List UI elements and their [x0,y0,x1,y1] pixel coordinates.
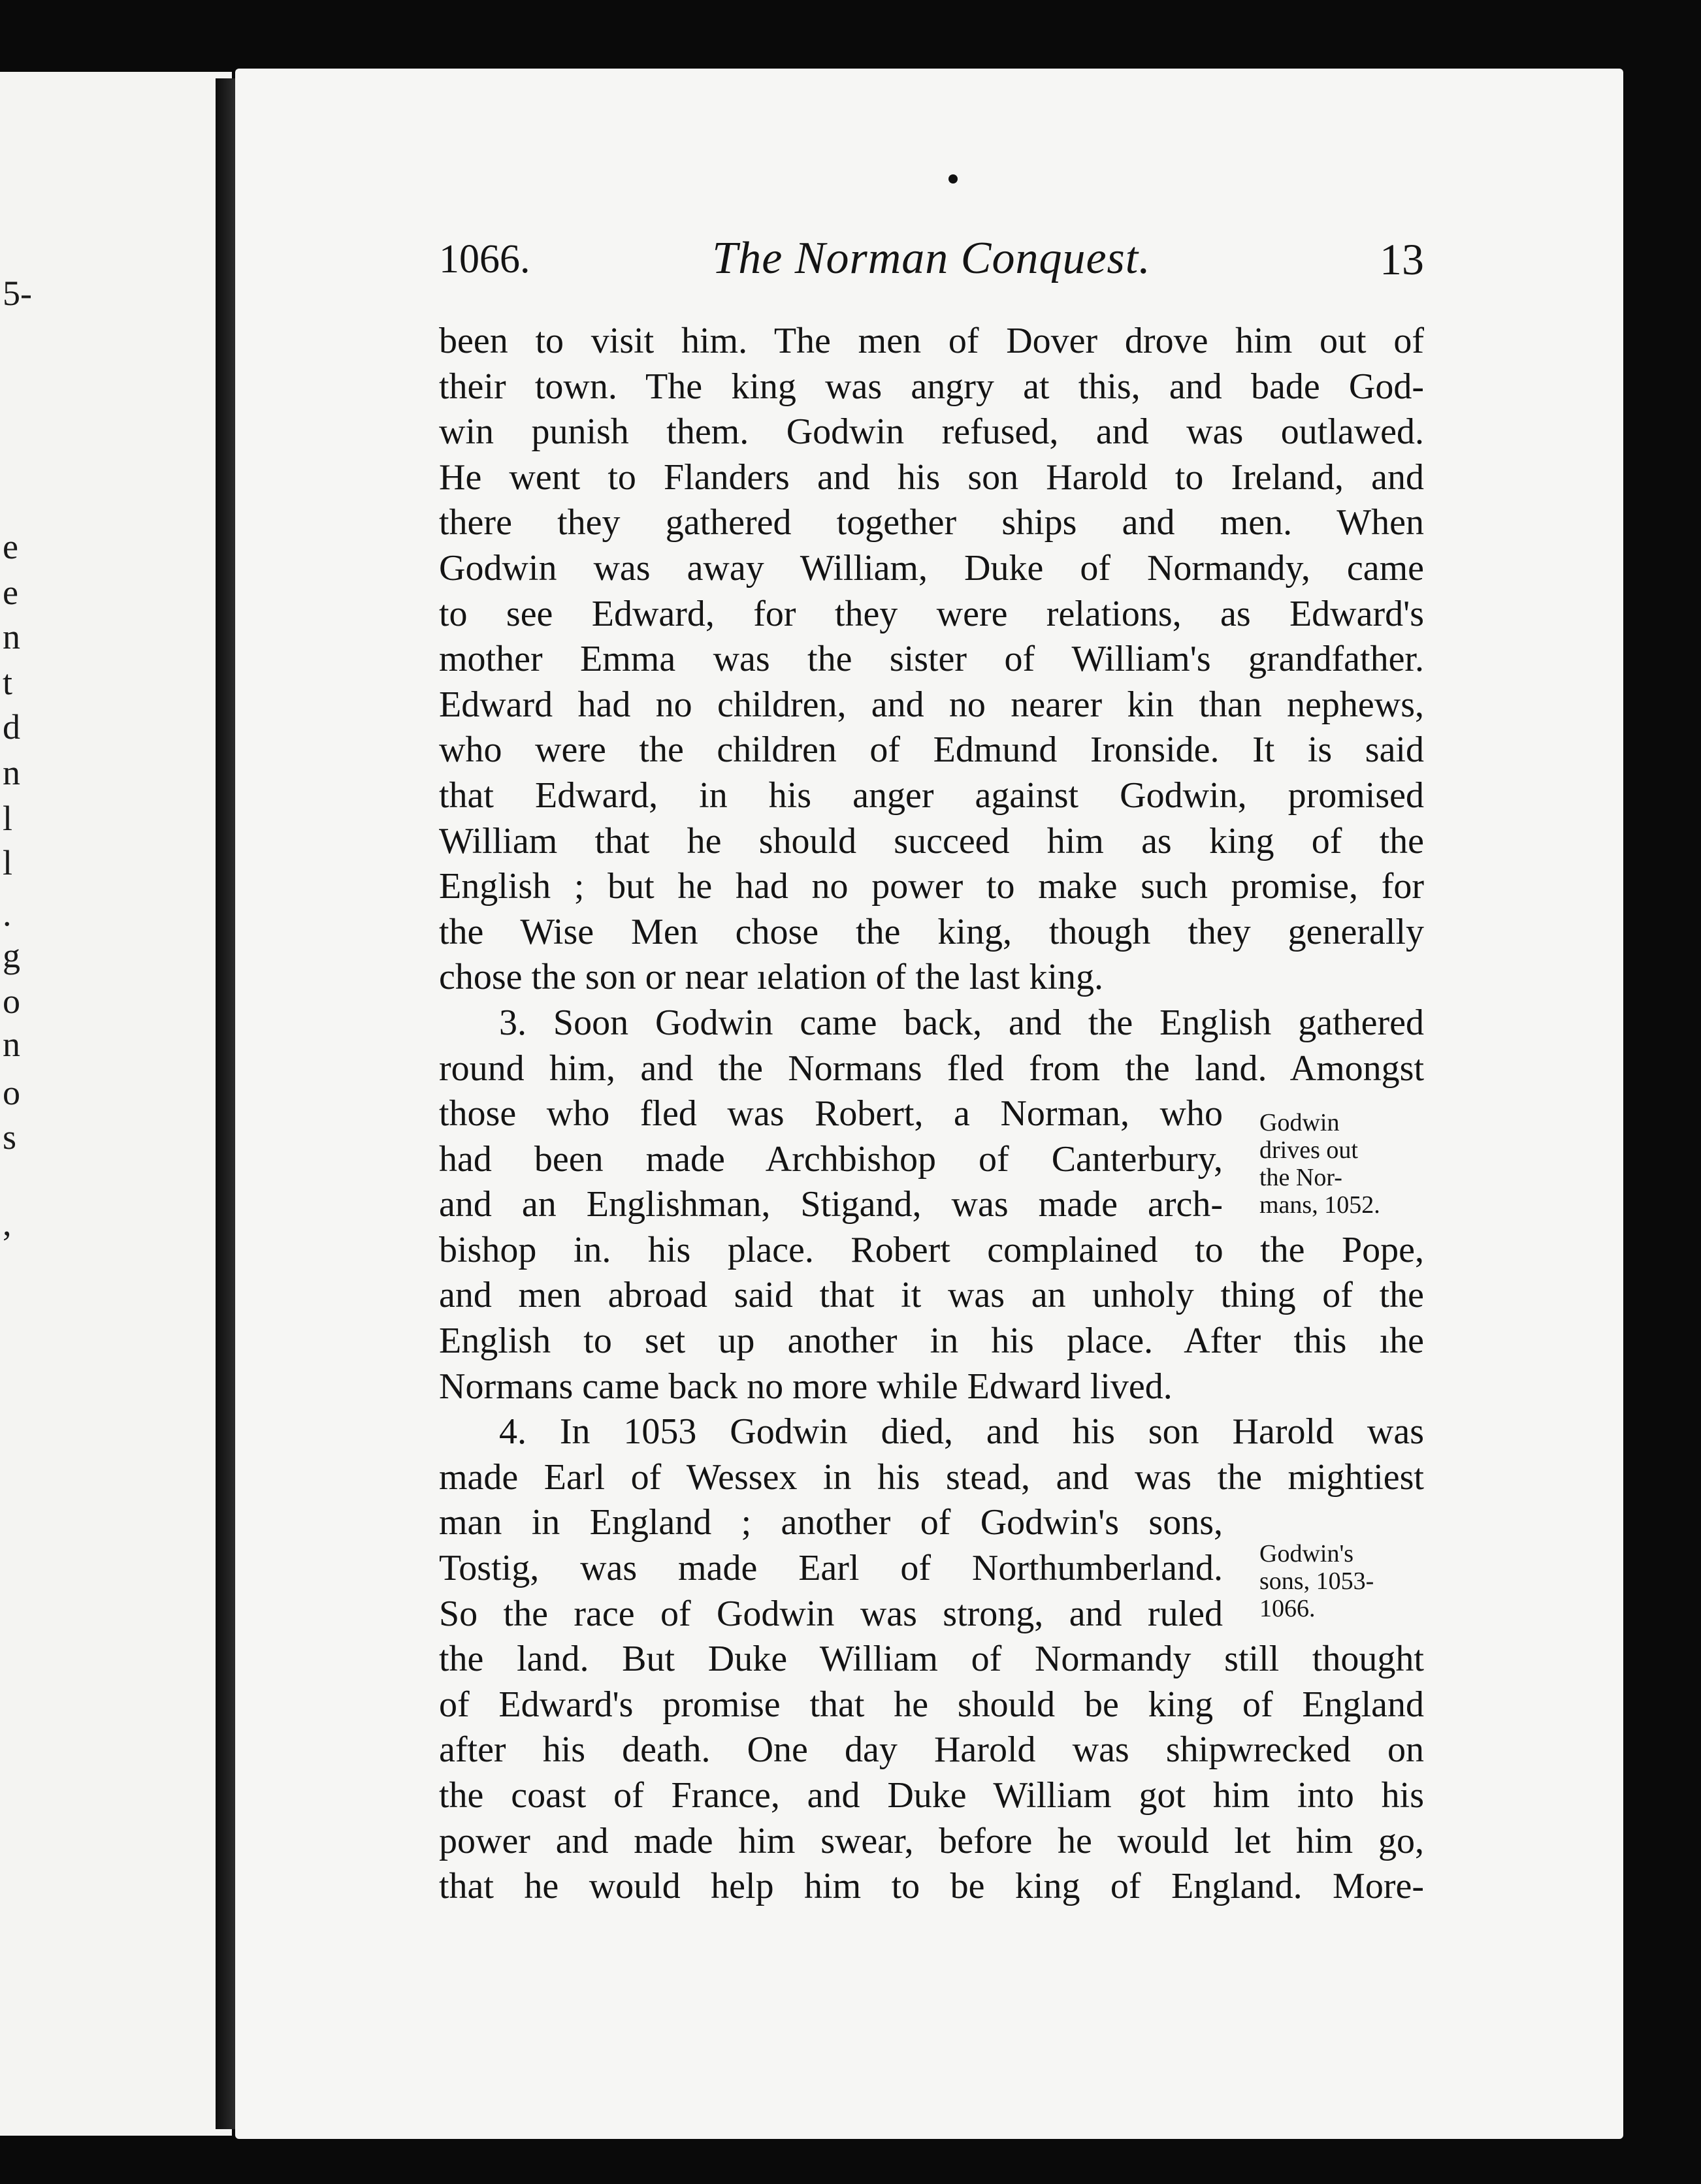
ink-dot [948,174,958,184]
facing-page [0,72,232,2136]
margin-note-line: Godwin's [1259,1540,1354,1567]
text-line: and an Englishman, Stigand, was made arch- [439,1184,1223,1225]
text-line: mother Emma was the sister of William's grandfather. [439,639,1424,680]
text-line: there they gathered together ships and men. When [439,502,1424,543]
text-line: win punish them. Godwin refused, and was outlawed. [439,411,1424,453]
paragraph-4-start: 4. In 1053 Godwin died, and his son Harold was [499,1411,1424,1453]
fragment: o [3,1073,20,1112]
running-head-year: 1066. [439,237,530,281]
text-line: man in England ; another of Godwin's sons, [439,1502,1223,1543]
text-line: their town. The king was angry at this, and bade God- [439,366,1424,407]
text-line: and men abroad said that it was an unholy thing of the [439,1275,1424,1316]
text-line: the coast of France, and Duke William got him into his [439,1775,1424,1816]
margin-note-line: the Nor- [1259,1164,1342,1191]
fragment: s [3,1117,17,1157]
text-line: that Edward, in his anger against Godwin, promised [439,775,1424,816]
text-line: who were the children of Edmund Ironside. It is said [439,730,1424,771]
fragment: n [3,617,20,656]
fragment: n [3,753,20,792]
text-line: after his death. One day Harold was shipwrecked on [439,1729,1424,1771]
text-line: Normans came back no more while Edward lived. [439,1366,1173,1407]
fragment: n [3,1025,20,1064]
text-line: Tostig, was made Earl of Northumberland. [439,1548,1223,1589]
fragment: l [3,843,13,882]
fragment: 5- [3,274,32,313]
margin-note-line: drives out [1259,1136,1358,1164]
paragraph-3-start: 3. Soon Godwin came back, and the English gathered [499,1002,1424,1043]
margin-note-line: sons, 1053- [1259,1567,1374,1595]
page-number: 13 [1380,234,1424,284]
text-line: bishop in. his place. Robert complained to the Pope, [439,1229,1424,1270]
running-head [439,229,1424,300]
text-line: made Earl of Wessex in his stead, and was the mightiest [439,1456,1424,1498]
text-line: to see Edward, for they were relations, as Edward's [439,593,1424,634]
text-line: chose the son or near ıelation of the last king. [439,957,1104,998]
text-line: the land. But Duke William of Normandy still thought [439,1639,1424,1680]
margin-note-line: mans, 1052. [1259,1191,1380,1219]
text-line: the Wise Men chose the king, though they generally [439,911,1424,952]
margin-note-godwins-sons [1259,1540,1416,1622]
text-line: He went to Flanders and his son Harold to Ireland, and [439,457,1424,498]
text-line: Godwin was away William, Duke of Normandy, came [439,547,1424,588]
running-head-title: The Norman Conquest. [712,233,1151,283]
text-line: Edward had no children, and no nearer kin than nephews, [439,684,1424,725]
margin-note-godwin-drives-out [1259,1109,1416,1219]
fragment: e [3,527,18,566]
text-line: those who fled was Robert, a Norman, who [439,1093,1223,1134]
facing-page-fragments [0,72,232,2136]
text-line: been to visit him. The men of Dover drove him out of [439,321,1424,361]
text-line: English to set up another in his place. After this ıhe [439,1321,1424,1362]
fragment: l [3,799,13,838]
text-line: round him, and the Normans fled from the land. Amongst [439,1048,1424,1089]
fragment: e [3,573,18,612]
text-line: So the race of Godwin was strong, and ruled [439,1593,1223,1634]
fragment: , [3,1204,12,1243]
margin-note-line: 1066. [1259,1595,1316,1622]
text-line: of Edward's promise that he should be king of England [439,1684,1424,1725]
text-line: William that he should succeed him as king of the [439,820,1424,861]
text-line: that he would help him to be king of England. More- [439,1866,1424,1907]
text-line: English ; but he had no power to make such promise, for [439,866,1424,907]
text-line: had been made Archbishop of Canterbury, [439,1138,1223,1180]
fragment: g [3,936,20,975]
fragment: d [3,707,20,747]
fragment: o [3,982,20,1021]
fragment: t [3,663,13,702]
text-line: power and made him swear, before he would let him go, [439,1820,1424,1861]
margin-note-line: Godwin [1259,1109,1340,1136]
fragment: . [3,894,12,933]
